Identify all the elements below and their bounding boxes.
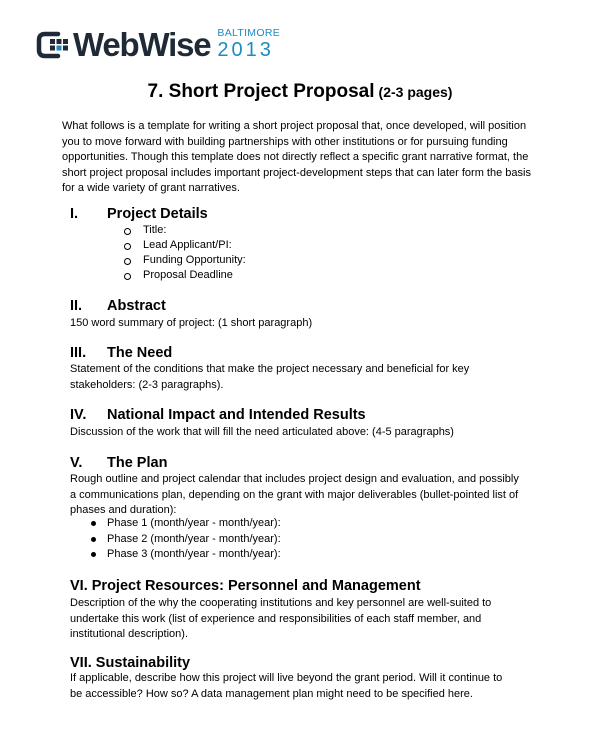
logo-event [217,28,280,60]
section-number: I. [70,206,79,222]
list-item: Phase 1 (month/year - month/year): [107,517,281,529]
bullet-dot-icon [91,552,96,557]
list-item: Phase 2 (month/year - month/year): [107,533,281,545]
list-item: Title: [143,224,167,236]
body-line: undertake this work (list of experience and responsibilities of each staff member, and [70,612,482,625]
bullet-dot-icon [91,521,96,526]
section-heading-the-plan [70,455,167,471]
body-line: a communications plan, depending on the grant with major deliverables (bullet-pointed list of [70,488,519,501]
intro-line: What follows is a template for writing a short project proposal that, once developed, will position [62,120,527,132]
document-title [0,81,600,103]
section-title: The Plan [107,455,168,471]
intro-line: opportunities. Though this template does not directly reflect a specific grant narrative format, the [62,151,529,164]
intro-line: short project proposal includes important project-development steps that can later form the basis [62,166,531,179]
circle-bullet-icon [124,228,131,235]
circle-bullet-icon [124,258,131,265]
body-line: Discussion of the work that will fill the need articulated above: (4-5 paragraphs) [70,426,454,438]
body-line: If applicable, describe how this project will live beyond the grant period. Will it continue to [70,672,503,684]
section-heading-sustainability: VII. Sustainability [70,655,191,671]
logo-brand-name: WebWise [73,26,211,63]
section-number: II. [70,298,83,314]
list-item: Lead Applicant/PI: [143,239,232,251]
section-heading-abstract [70,298,166,314]
section-body-the-plan [70,472,519,519]
section-body-abstract [70,316,312,332]
section-title: Abstract [107,298,166,314]
section-number: V. [70,455,83,471]
intro-line: you to move forward with building partnerships with other institutions or for pursuing funding [62,135,508,148]
webwise-logo [36,27,280,63]
section-number: III. [70,345,87,361]
section-heading-national-impact [70,407,366,423]
logo-city: BALTIMORE [217,27,281,40]
title-main: 7. Short Project Proposal [147,81,375,102]
section-body-the-need [70,362,469,393]
body-line: phases and duration): [70,504,177,517]
list-item: Proposal Deadline [143,269,233,281]
section-title: National Impact and Intended Results [107,407,366,423]
body-line: be accessible? How so? A data management plan might need to be specified here. [70,687,473,700]
section-body-project-resources [70,596,491,643]
list-item: Phase 3 (month/year - month/year): [107,548,281,560]
bullet-dot-icon [91,537,96,542]
section-heading-project-details [70,206,208,222]
body-line: Description of the why the cooperating institutions and key personnel are well-suited to [70,597,492,609]
title-page-count: (2-3 pages) [378,84,453,100]
section-title: Project Details [107,206,208,222]
section-number: IV. [70,407,87,423]
list-item: Funding Opportunity: [143,254,246,266]
body-line: stakeholders: (2-3 paragraphs). [70,378,224,391]
body-line: Statement of the conditions that make the project necessary and beneficial for key [70,363,470,375]
section-body-national-impact [70,425,454,441]
circle-bullet-icon [124,273,131,280]
body-line: 150 word summary of project: (1 short paragraph) [70,317,313,329]
section-title: The Need [107,345,173,361]
body-line: institutional description). [70,628,189,641]
logo-year: 2013 [217,38,274,61]
section-heading-project-resources: VI. Project Resources: Personnel and Management [70,578,421,594]
section-body-sustainability [70,671,502,702]
body-line: Rough outline and project calendar that includes project design and evaluation, and possibly [70,473,519,485]
section-heading-the-need [70,345,172,361]
intro-line: for a wide variety of grant narratives. [62,182,240,195]
intro-paragraph [62,119,531,197]
webwise-logo-icon [36,28,72,62]
circle-bullet-icon [124,243,131,250]
